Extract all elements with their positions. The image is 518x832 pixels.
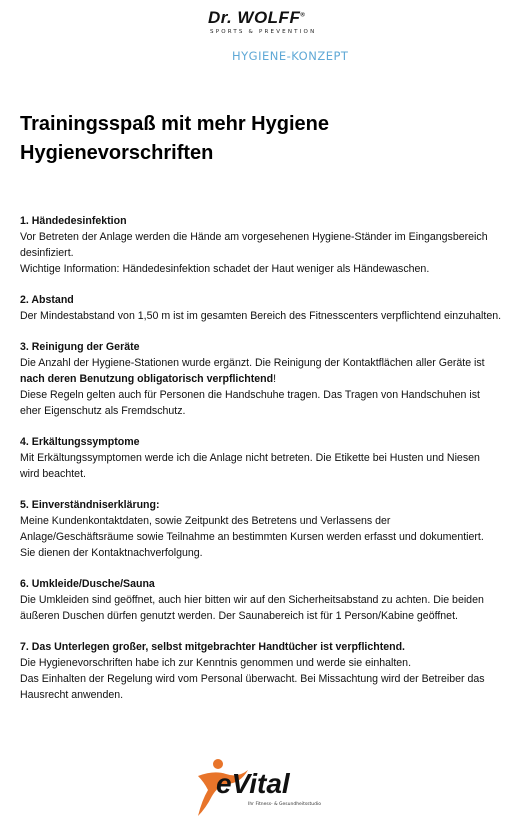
section-title: 1. Händedesinfektion	[20, 215, 127, 227]
section-paragraph: Diese Regeln gelten auch für Personen die Handschuhe tragen. Das Tragen von Handschuhen ist eher Eigenschutz als Fremdschutz.	[20, 389, 480, 417]
section-paragraph	[20, 355, 502, 387]
hygiene-rules	[20, 213, 502, 718]
section-title: 5. Einverständniserklärung:	[20, 499, 160, 511]
section-paragraph: Vor Betreten der Anlage werden die Hände am vorgesehenen Hygiene-Ständer im Eingangsbereich desinfiziert.	[20, 231, 488, 259]
brand-name	[208, 8, 305, 28]
section-paragraph: Die Umkleiden sind geöffnet, auch hier bitten wir auf den Sicherheitsabstand zu achten. Die beiden äußeren Duschen dürfen genutzt werden. Der Saunabereich ist für 1 Person/Kabine geöffnet.	[20, 594, 484, 622]
section-title: 2. Abstand	[20, 294, 74, 306]
brand-registered: ®	[300, 12, 306, 19]
paragraph-emphasis: nach deren Benutzung obligatorisch verpflichtend	[20, 373, 274, 385]
brand-text: Dr. WOLFF	[208, 8, 301, 27]
section-title: 7. Das Unterlegen großer, selbst mitgebrachter Handtücher ist verpflichtend.	[20, 641, 406, 653]
section-distance	[20, 292, 502, 324]
section-towels	[20, 639, 502, 703]
section-changing-rooms	[20, 576, 502, 624]
section-title: 3. Reinigung der Geräte	[20, 341, 140, 353]
brand-tagline: SPORTS & PREVENTION	[210, 29, 317, 35]
section-title: 4. Erkältungssymptome	[20, 436, 140, 448]
evital-logo	[192, 756, 342, 826]
section-title: 6. Umkleide/Dusche/Sauna	[20, 578, 155, 590]
section-paragraph: Meine Kundenkontaktdaten, sowie Zeitpunkt des Betretens und Verlassens der Anlage/Geschäftsräume sowie Teilnahme an bestimmten Kursen werden erfasst und dokumentiert. Sie dienen der Kontaktnachverfolgung.	[20, 515, 484, 559]
paragraph-text: !	[273, 373, 277, 385]
evital-wordmark: eVital	[216, 768, 290, 799]
title-line-1: Trainingsspaß mit mehr Hygiene	[20, 113, 329, 135]
paragraph-text: Die Anzahl der Hygiene-Stationen wurde ergänzt. Die Reinigung der Kontaktflächen aller Geräte ist	[20, 357, 485, 369]
section-hand-disinfection	[20, 213, 502, 277]
page-title	[20, 110, 329, 168]
section-cold-symptoms	[20, 434, 502, 482]
section-paragraph: Mit Erkältungssymptomen werde ich die Anlage nicht betreten. Die Etikette bei Husten und Niesen wird beachtet.	[20, 452, 480, 480]
section-paragraph: Die Hygienevorschriften habe ich zur Kenntnis genommen und werde sie einhalten.	[20, 657, 412, 669]
evital-tagline: Ihr Fitness- & Gesundheitsstudio	[248, 802, 321, 807]
section-paragraph: Der Mindestabstand von 1,50 m ist im gesamten Bereich des Fitnesscenters verpflichtend einzuhalten.	[20, 310, 502, 322]
title-line-2: Hygienevorschriften	[20, 142, 214, 164]
hygiene-concept-label: HYGIENE-KONZEPT	[232, 49, 349, 63]
dr-wolff-logo	[208, 8, 348, 66]
section-paragraph: Das Einhalten der Regelung wird vom Personal überwacht. Bei Missachtung wird der Betreiber das Hausrecht anwenden.	[20, 673, 485, 701]
section-equipment-cleaning	[20, 339, 502, 419]
section-consent	[20, 497, 502, 561]
section-paragraph: Wichtige Information: Händedesinfektion schadet der Haut weniger als Händewaschen.	[20, 263, 430, 275]
